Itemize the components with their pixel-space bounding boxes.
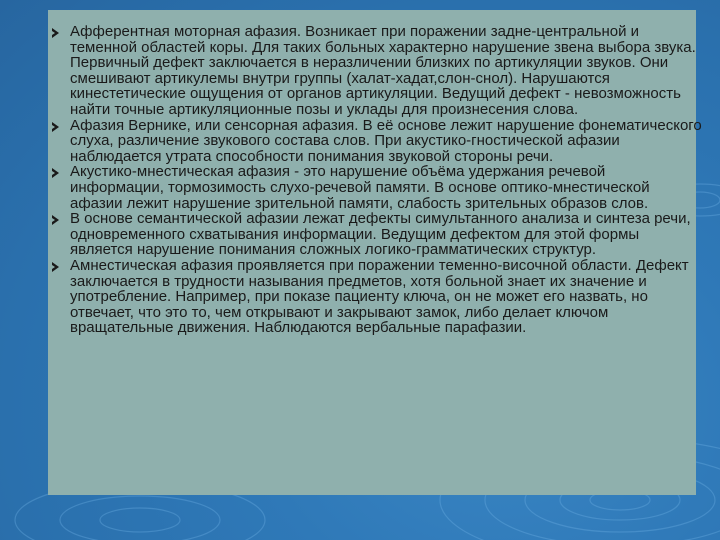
bullet-text: Афазия Вернике, или сенсорная афазия. В её основе лежит нарушение фонематического слуха, различение звукового состава слов. При акустико-гностической афазии наблюдается утрата способности понимания звуковой стороны речи.: [70, 116, 702, 165]
arrowhead-bullet-icon: [52, 28, 59, 38]
bullet-list: [52, 24, 702, 336]
bullet-text: В основе семантической афазии лежат дефекты симультанного анализа и синтеза речи, одновременного схватывания информации. Ведущим дефектом для этой формы является нарушение понимания сложных логико-грамматических структур.: [70, 210, 691, 259]
bullet-item-semantic-aphasia: [52, 211, 702, 258]
bullet-item-amnestic-aphasia: [52, 258, 702, 336]
bullet-text: Афферентная моторная афазия. Возникает при поражении задне-центральной и теменной областей коры. Для таких больных характерно нарушение звена выбора звука. Первичный дефект заключается в неразличении близких по артикуляции звуков. Они смешивают артикулемы внутри группы (халат-хадат,слон-снол). Нарушаются кинестетические ощущения от органов артикуляции. Ведущий дефект - невозможность найти точные артикуляционные позы и уклады для произнесения слова.: [70, 23, 696, 118]
arrowhead-bullet-icon: [52, 168, 59, 178]
arrowhead-bullet-icon: [52, 262, 59, 272]
bullet-item-acoustic-mnestic-aphasia: [52, 164, 702, 211]
bullet-item-afferent-motor-aphasia: [52, 24, 702, 118]
bullet-text: Акустико-мнестическая афазия - это нарушение объёма удержания речевой информации, тормозимость слухо-речевой памяти. В основе оптико-мнестической афазии лежит нарушение зрительной памяти, слабость зрительных образов слов.: [70, 163, 650, 212]
arrowhead-bullet-icon: [52, 122, 59, 132]
bullet-text: Амнестическая афазия проявляется при поражении теменно-височной области. Дефект заключается в трудности называния предметов, хотя больной знает их значение и употребление. Например, при показе пациенту ключа, он не может его назвать, но отвечает, что это то, чем открывают и закрывают замок, либо делает ключом вращательные движения. Наблюдаются вербальные парафазии.: [70, 256, 689, 337]
bullet-item-wernicke-aphasia: [52, 118, 702, 165]
arrowhead-bullet-icon: [52, 215, 59, 225]
